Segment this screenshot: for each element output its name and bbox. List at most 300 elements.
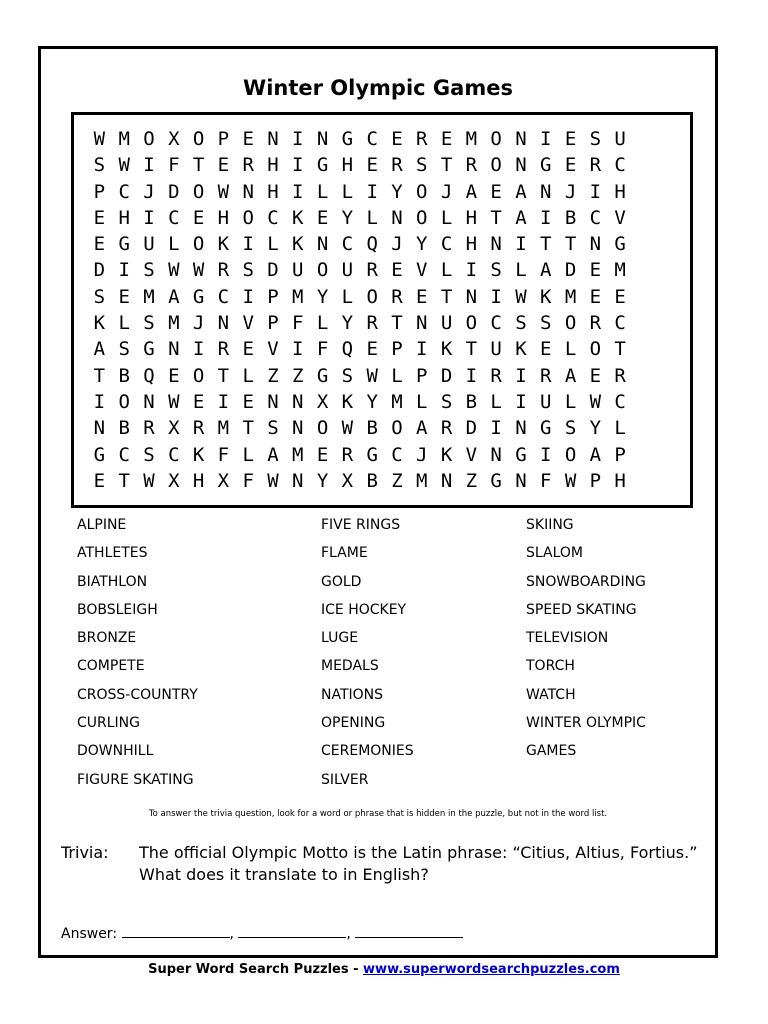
grid-letter[interactable]: T	[192, 154, 205, 177]
grid-letter[interactable]: G	[540, 417, 552, 440]
grid-letter[interactable]: N	[316, 233, 329, 256]
grid-letter[interactable]: K	[292, 233, 304, 256]
grid-letter[interactable]: I	[465, 364, 478, 387]
grid-letter[interactable]: E	[217, 154, 230, 177]
grid-letter[interactable]: R	[391, 285, 403, 308]
grid-letter[interactable]: L	[267, 233, 279, 256]
grid-letter[interactable]: N	[292, 469, 304, 492]
grid-letter[interactable]: E	[589, 285, 602, 308]
grid-letter[interactable]: G	[614, 233, 626, 256]
grid-letter[interactable]: T	[490, 206, 502, 229]
grid-letter[interactable]: K	[93, 312, 106, 335]
grid-letter[interactable]: O	[490, 128, 502, 150]
grid-letter[interactable]: H	[217, 206, 230, 229]
grid-letter[interactable]: R	[192, 417, 205, 440]
grid-letter[interactable]: L	[242, 443, 254, 466]
grid-letter[interactable]: Y	[316, 469, 329, 492]
grid-letter[interactable]: S	[93, 285, 106, 308]
grid-letter[interactable]: Z	[391, 469, 403, 492]
grid-letter[interactable]: T	[465, 338, 478, 361]
grid-letter[interactable]: I	[143, 154, 155, 177]
answer-blank-2[interactable]	[238, 925, 346, 938]
grid-letter[interactable]: A	[267, 443, 279, 466]
grid-letter[interactable]: U	[490, 338, 502, 361]
grid-letter[interactable]: P	[614, 443, 626, 466]
grid-letter[interactable]: W	[366, 364, 378, 387]
grid-letter[interactable]: L	[490, 390, 502, 413]
grid-letter[interactable]: R	[341, 443, 354, 466]
grid-letter[interactable]: C	[168, 206, 180, 229]
grid-letter[interactable]: Y	[341, 312, 354, 335]
grid-letter[interactable]: C	[118, 180, 130, 203]
grid-letter[interactable]: N	[217, 312, 230, 335]
grid-letter[interactable]: S	[416, 154, 428, 177]
grid-letter[interactable]: E	[242, 338, 254, 361]
grid-letter[interactable]: V	[267, 338, 279, 361]
grid-letter[interactable]: H	[465, 233, 478, 256]
grid-letter[interactable]: M	[118, 128, 130, 150]
grid-letter[interactable]: F	[540, 469, 552, 492]
grid-letter[interactable]: G	[93, 443, 106, 466]
grid-letter[interactable]: K	[515, 338, 527, 361]
grid-letter[interactable]: L	[440, 206, 453, 229]
grid-letter[interactable]: O	[564, 443, 577, 466]
grid-letter[interactable]: I	[366, 180, 378, 203]
grid-letter[interactable]: M	[292, 285, 304, 308]
grid-letter[interactable]: O	[118, 390, 130, 413]
grid-letter[interactable]: J	[143, 180, 155, 203]
grid-letter[interactable]: M	[391, 390, 403, 413]
grid-letter[interactable]: L	[391, 364, 403, 387]
grid-letter[interactable]: G	[366, 443, 378, 466]
grid-letter[interactable]: S	[341, 364, 354, 387]
grid-letter[interactable]: U	[540, 390, 552, 413]
grid-letter[interactable]: N	[515, 469, 527, 492]
answer-blank-1[interactable]	[122, 925, 230, 938]
grid-letter[interactable]: W	[515, 285, 527, 308]
grid-letter[interactable]: A	[465, 180, 478, 203]
grid-letter[interactable]: R	[217, 338, 230, 361]
grid-letter[interactable]: R	[465, 154, 478, 177]
grid-letter[interactable]: K	[192, 443, 205, 466]
grid-letter[interactable]: M	[217, 417, 230, 440]
grid-letter[interactable]: T	[391, 312, 403, 335]
grid-letter[interactable]: W	[192, 259, 205, 282]
grid-letter[interactable]: I	[143, 206, 155, 229]
grid-letter[interactable]: N	[515, 128, 527, 150]
grid-letter[interactable]: T	[440, 285, 453, 308]
grid-letter[interactable]: I	[292, 338, 304, 361]
grid-letter[interactable]: C	[118, 443, 130, 466]
grid-letter[interactable]: S	[267, 417, 279, 440]
grid-letter[interactable]: W	[118, 154, 130, 177]
grid-letter[interactable]: M	[416, 469, 428, 492]
grid-letter[interactable]: Y	[366, 390, 378, 413]
grid-letter[interactable]: I	[465, 259, 478, 282]
grid-letter[interactable]: I	[292, 128, 304, 150]
grid-letter[interactable]: R	[540, 364, 552, 387]
grid-letter[interactable]: R	[242, 154, 254, 177]
grid-letter[interactable]: B	[366, 469, 378, 492]
grid-letter[interactable]: S	[490, 259, 502, 282]
grid-letter[interactable]: N	[143, 390, 155, 413]
grid-letter[interactable]: E	[614, 285, 626, 308]
grid-letter[interactable]: E	[316, 443, 329, 466]
grid-letter[interactable]: W	[93, 128, 106, 150]
grid-letter[interactable]: B	[118, 417, 130, 440]
grid-letter[interactable]: E	[391, 259, 403, 282]
grid-letter[interactable]: O	[589, 338, 602, 361]
grid-letter[interactable]: E	[93, 206, 106, 229]
grid-letter[interactable]: I	[515, 233, 527, 256]
grid-letter[interactable]: E	[564, 128, 577, 150]
grid-letter[interactable]: R	[614, 364, 626, 387]
grid-letter[interactable]: D	[93, 259, 106, 282]
grid-letter[interactable]: L	[564, 338, 577, 361]
grid-letter[interactable]: H	[614, 180, 626, 203]
grid-letter[interactable]: O	[192, 180, 205, 203]
grid-letter[interactable]: E	[589, 364, 602, 387]
grid-letter[interactable]: L	[440, 259, 453, 282]
grid-letter[interactable]: N	[589, 233, 602, 256]
grid-letter[interactable]: P	[391, 338, 403, 361]
grid-letter[interactable]: E	[242, 390, 254, 413]
grid-letter[interactable]: O	[143, 128, 155, 150]
grid-letter[interactable]: L	[316, 312, 329, 335]
grid-letter[interactable]: R	[589, 312, 602, 335]
grid-letter[interactable]: I	[93, 390, 106, 413]
grid-letter[interactable]: S	[589, 128, 602, 150]
grid-letter[interactable]: O	[366, 285, 378, 308]
grid-letter[interactable]: C	[168, 443, 180, 466]
grid-letter[interactable]: R	[143, 417, 155, 440]
grid-letter[interactable]: N	[515, 154, 527, 177]
grid-letter[interactable]: P	[217, 128, 230, 150]
grid-letter[interactable]: K	[292, 206, 304, 229]
grid-letter[interactable]: C	[391, 443, 403, 466]
grid-letter[interactable]: Y	[391, 180, 403, 203]
grid-letter[interactable]: J	[416, 443, 428, 466]
grid-letter[interactable]: T	[217, 364, 230, 387]
grid-letter[interactable]: S	[143, 312, 155, 335]
grid-letter[interactable]: C	[490, 312, 502, 335]
grid-letter[interactable]: O	[564, 312, 577, 335]
grid-letter[interactable]: G	[515, 443, 527, 466]
grid-letter[interactable]: G	[540, 154, 552, 177]
grid-letter[interactable]: E	[366, 338, 378, 361]
grid-letter[interactable]: L	[242, 364, 254, 387]
grid-letter[interactable]: W	[564, 469, 577, 492]
grid-letter[interactable]: E	[416, 285, 428, 308]
grid-letter[interactable]: R	[416, 128, 428, 150]
grid-letter[interactable]: Q	[366, 233, 378, 256]
grid-letter[interactable]: I	[192, 338, 205, 361]
grid-letter[interactable]: Z	[292, 364, 304, 387]
grid-letter[interactable]: T	[564, 233, 577, 256]
grid-letter[interactable]: L	[316, 180, 329, 203]
grid-letter[interactable]: N	[292, 417, 304, 440]
grid-letter[interactable]: U	[341, 259, 354, 282]
grid-letter[interactable]: K	[440, 338, 453, 361]
grid-letter[interactable]: H	[465, 206, 478, 229]
grid-letter[interactable]: A	[515, 206, 527, 229]
grid-letter[interactable]: O	[490, 154, 502, 177]
grid-letter[interactable]: E	[564, 154, 577, 177]
grid-letter[interactable]: C	[614, 154, 626, 177]
grid-letter[interactable]: W	[168, 390, 180, 413]
grid-letter[interactable]: V	[242, 312, 254, 335]
grid-letter[interactable]: M	[143, 285, 155, 308]
grid-letter[interactable]: C	[614, 312, 626, 335]
grid-letter[interactable]: E	[316, 206, 329, 229]
grid-letter[interactable]: V	[416, 259, 428, 282]
grid-letter[interactable]: M	[614, 259, 626, 282]
grid-letter[interactable]: H	[192, 469, 205, 492]
grid-letter[interactable]: E	[93, 469, 106, 492]
grid-letter[interactable]: O	[391, 417, 403, 440]
grid-letter[interactable]: W	[143, 469, 155, 492]
grid-letter[interactable]: I	[540, 128, 552, 150]
grid-letter[interactable]: B	[118, 364, 130, 387]
grid-letter[interactable]: F	[217, 443, 230, 466]
grid-letter[interactable]: I	[515, 390, 527, 413]
grid-letter[interactable]: W	[341, 417, 354, 440]
grid-letter[interactable]: R	[217, 259, 230, 282]
grid-letter[interactable]: T	[93, 364, 106, 387]
grid-letter[interactable]: W	[589, 390, 602, 413]
grid-letter[interactable]: R	[490, 364, 502, 387]
grid-letter[interactable]: O	[192, 128, 205, 150]
grid-letter[interactable]: I	[540, 206, 552, 229]
grid-letter[interactable]: E	[118, 285, 130, 308]
grid-letter[interactable]: S	[118, 338, 130, 361]
grid-letter[interactable]: M	[465, 128, 478, 150]
grid-letter[interactable]: C	[440, 233, 453, 256]
grid-letter[interactable]: O	[316, 417, 329, 440]
grid-letter[interactable]: N	[540, 180, 552, 203]
grid-letter[interactable]: N	[490, 443, 502, 466]
grid-letter[interactable]: D	[168, 180, 180, 203]
grid-letter[interactable]: E	[589, 259, 602, 282]
grid-letter[interactable]: E	[391, 128, 403, 150]
grid-letter[interactable]: L	[366, 206, 378, 229]
grid-letter[interactable]: T	[118, 469, 130, 492]
grid-letter[interactable]: O	[465, 312, 478, 335]
grid-letter[interactable]: N	[267, 128, 279, 150]
grid-letter[interactable]: H	[118, 206, 130, 229]
grid-letter[interactable]: N	[391, 206, 403, 229]
grid-letter[interactable]: N	[490, 233, 502, 256]
grid-letter[interactable]: G	[341, 128, 354, 150]
grid-letter[interactable]: K	[540, 285, 552, 308]
grid-letter[interactable]: Y	[416, 233, 428, 256]
grid-letter[interactable]: I	[242, 233, 254, 256]
grid-letter[interactable]: X	[168, 469, 180, 492]
grid-letter[interactable]: C	[614, 390, 626, 413]
grid-letter[interactable]: U	[143, 233, 155, 256]
grid-letter[interactable]: O	[192, 364, 205, 387]
grid-letter[interactable]: R	[440, 417, 453, 440]
grid-letter[interactable]: N	[168, 338, 180, 361]
grid-letter[interactable]: D	[465, 417, 478, 440]
grid-letter[interactable]: N	[440, 469, 453, 492]
grid-letter[interactable]: W	[267, 469, 279, 492]
grid-letter[interactable]: B	[465, 390, 478, 413]
grid-letter[interactable]: D	[440, 364, 453, 387]
grid-letter[interactable]: W	[168, 259, 180, 282]
grid-letter[interactable]: C	[589, 206, 602, 229]
grid-letter[interactable]: W	[217, 180, 230, 203]
grid-letter[interactable]: U	[614, 128, 626, 150]
grid-letter[interactable]: J	[192, 312, 205, 335]
grid-letter[interactable]: L	[564, 390, 577, 413]
grid-letter[interactable]: E	[242, 128, 254, 150]
grid-letter[interactable]: I	[242, 285, 254, 308]
grid-letter[interactable]: Z	[465, 469, 478, 492]
grid-letter[interactable]: E	[192, 206, 205, 229]
grid-letter[interactable]: Y	[341, 206, 354, 229]
grid-letter[interactable]: L	[118, 312, 130, 335]
grid-letter[interactable]: L	[341, 180, 354, 203]
grid-letter[interactable]: N	[267, 390, 279, 413]
grid-letter[interactable]: A	[589, 443, 602, 466]
grid-letter[interactable]: C	[217, 285, 230, 308]
grid-letter[interactable]: A	[93, 338, 106, 361]
grid-letter[interactable]: T	[540, 233, 552, 256]
grid-letter[interactable]: E	[366, 154, 378, 177]
grid-letter[interactable]: E	[192, 390, 205, 413]
grid-letter[interactable]: N	[416, 312, 428, 335]
grid-letter[interactable]: N	[93, 417, 106, 440]
grid-letter[interactable]: V	[614, 206, 626, 229]
grid-letter[interactable]: Y	[589, 417, 602, 440]
grid-letter[interactable]: X	[341, 469, 354, 492]
grid-letter[interactable]: S	[93, 154, 106, 177]
grid-letter[interactable]: C	[267, 206, 279, 229]
grid-letter[interactable]: E	[540, 338, 552, 361]
grid-letter[interactable]: S	[515, 312, 527, 335]
grid-letter[interactable]: I	[490, 285, 502, 308]
grid-letter[interactable]: M	[564, 285, 577, 308]
grid-letter[interactable]: I	[217, 390, 230, 413]
grid-letter[interactable]: K	[341, 390, 354, 413]
grid-letter[interactable]: M	[168, 312, 180, 335]
grid-letter[interactable]: L	[341, 285, 354, 308]
grid-letter[interactable]: X	[168, 128, 180, 150]
grid-letter[interactable]: C	[341, 233, 354, 256]
grid-letter[interactable]: E	[440, 128, 453, 150]
grid-letter[interactable]: G	[192, 285, 205, 308]
grid-letter[interactable]: D	[564, 259, 577, 282]
grid-letter[interactable]: D	[267, 259, 279, 282]
grid-letter[interactable]: F	[316, 338, 329, 361]
grid-letter[interactable]: S	[143, 259, 155, 282]
grid-letter[interactable]: A	[515, 180, 527, 203]
grid-letter[interactable]: P	[267, 312, 279, 335]
grid-letter[interactable]: G	[143, 338, 155, 361]
grid-letter[interactable]: H	[267, 154, 279, 177]
grid-letter[interactable]: P	[93, 180, 106, 203]
grid-letter[interactable]: T	[242, 417, 254, 440]
grid-letter[interactable]: G	[316, 154, 329, 177]
grid-letter[interactable]: R	[366, 259, 378, 282]
grid-letter[interactable]: I	[292, 180, 304, 203]
grid-letter[interactable]: O	[416, 206, 428, 229]
grid-letter[interactable]: L	[168, 233, 180, 256]
grid-letter[interactable]: K	[440, 443, 453, 466]
grid-letter[interactable]: M	[292, 443, 304, 466]
grid-letter[interactable]: L	[515, 259, 527, 282]
grid-letter[interactable]: T	[614, 338, 626, 361]
grid-letter[interactable]: S	[564, 417, 577, 440]
grid-letter[interactable]: I	[515, 364, 527, 387]
grid-letter[interactable]: S	[242, 259, 254, 282]
grid-letter[interactable]: G	[316, 364, 329, 387]
grid-letter[interactable]: Z	[267, 364, 279, 387]
grid-letter[interactable]: O	[416, 180, 428, 203]
footer-link[interactable]: www.superwordsearchpuzzles.com	[363, 962, 620, 977]
grid-letter[interactable]: X	[316, 390, 329, 413]
grid-letter[interactable]: A	[564, 364, 577, 387]
grid-letter[interactable]: B	[366, 417, 378, 440]
grid-letter[interactable]: O	[316, 259, 329, 282]
grid-letter[interactable]: K	[217, 233, 230, 256]
grid-letter[interactable]: P	[267, 285, 279, 308]
grid-letter[interactable]: P	[589, 469, 602, 492]
grid-letter[interactable]: O	[242, 206, 254, 229]
grid-letter[interactable]: Y	[316, 285, 329, 308]
grid-letter[interactable]: H	[341, 154, 354, 177]
grid-letter[interactable]: N	[292, 390, 304, 413]
grid-letter[interactable]: I	[292, 154, 304, 177]
grid-letter[interactable]: F	[168, 154, 180, 177]
grid-letter[interactable]: R	[391, 154, 403, 177]
grid-letter[interactable]: J	[564, 180, 577, 203]
grid-letter[interactable]: S	[540, 312, 552, 335]
grid-letter[interactable]: N	[242, 180, 254, 203]
grid-letter[interactable]: R	[589, 154, 602, 177]
grid-letter[interactable]: L	[614, 417, 626, 440]
grid-letter[interactable]: B	[564, 206, 577, 229]
grid-letter[interactable]: A	[540, 259, 552, 282]
grid-letter[interactable]: N	[465, 285, 478, 308]
grid-letter[interactable]: A	[168, 285, 180, 308]
grid-letter[interactable]: N	[316, 128, 329, 150]
grid-letter[interactable]: H	[267, 180, 279, 203]
grid-letter[interactable]: N	[515, 417, 527, 440]
grid-letter[interactable]: I	[490, 417, 502, 440]
grid-letter[interactable]: L	[416, 390, 428, 413]
grid-letter[interactable]: E	[490, 180, 502, 203]
grid-letter[interactable]: X	[217, 469, 230, 492]
grid-letter[interactable]: F	[242, 469, 254, 492]
grid-letter[interactable]: J	[440, 180, 453, 203]
grid-letter[interactable]: S	[143, 443, 155, 466]
grid-letter[interactable]: F	[292, 312, 304, 335]
grid-letter[interactable]: J	[391, 233, 403, 256]
grid-letter[interactable]: E	[93, 233, 106, 256]
grid-letter[interactable]: A	[416, 417, 428, 440]
grid-letter[interactable]: U	[292, 259, 304, 282]
grid-letter[interactable]: P	[416, 364, 428, 387]
grid-letter[interactable]: I	[589, 180, 602, 203]
grid-letter[interactable]: T	[440, 154, 453, 177]
grid-letter[interactable]: I	[540, 443, 552, 466]
grid-letter[interactable]: C	[366, 128, 378, 150]
answer-blank-3[interactable]	[355, 925, 463, 938]
grid-letter[interactable]: S	[440, 390, 453, 413]
grid-letter[interactable]: Q	[143, 364, 155, 387]
